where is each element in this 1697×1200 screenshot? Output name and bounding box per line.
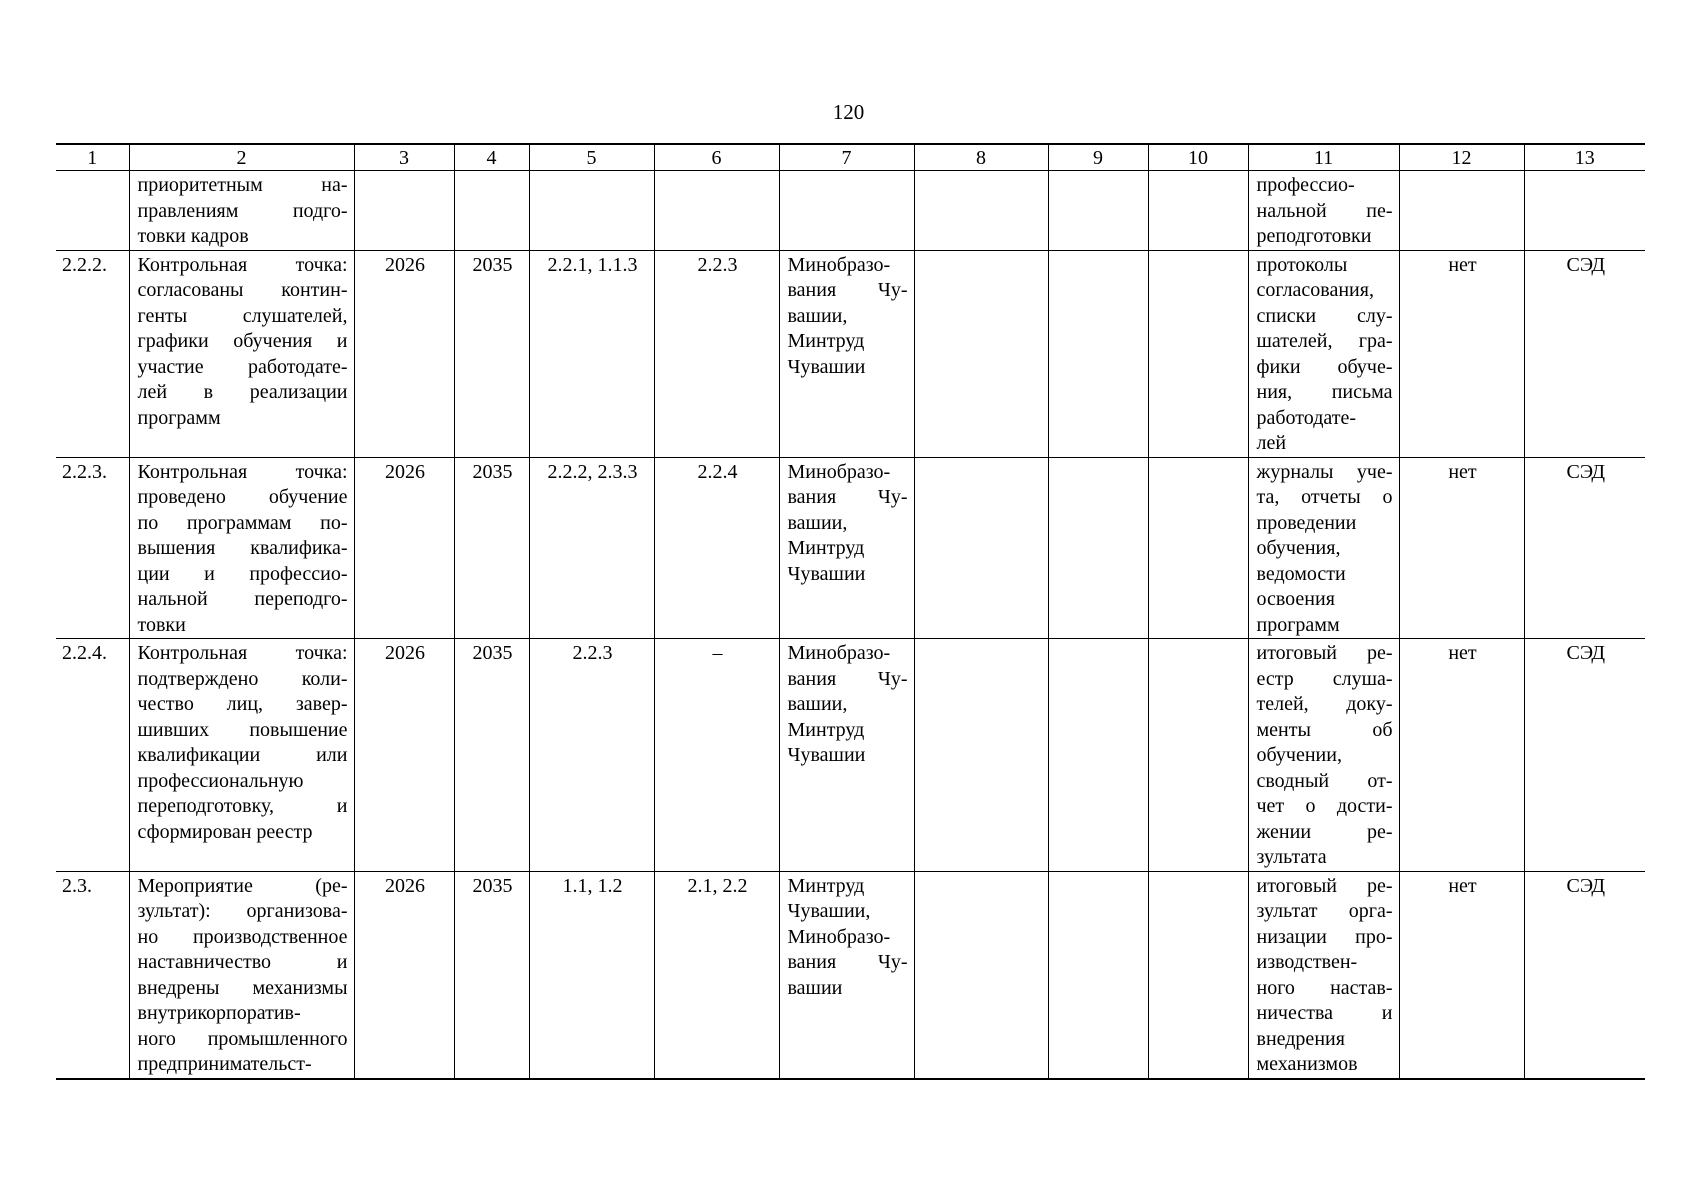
flag-value	[1399, 171, 1524, 251]
flag-value: нет	[1399, 250, 1524, 457]
column-header-7: 7	[779, 144, 914, 171]
column-header-11: 11	[1248, 144, 1399, 171]
flag-value: нет	[1399, 457, 1524, 639]
end-year: 2035	[454, 457, 529, 639]
row-number: 2.2.3.	[56, 457, 129, 639]
result-documents-line: журналы уче-	[1256, 460, 1393, 483]
responsible-agency-line: Чувашии	[787, 355, 866, 378]
result-documents-line: списки слу-	[1256, 304, 1393, 327]
result-documents-line: профессио-	[1256, 174, 1355, 196]
result-documents-line: жении ре-	[1256, 820, 1393, 843]
flag-value: нет	[1399, 871, 1524, 1079]
result-documents-line: работодате-	[1256, 406, 1357, 429]
predecessor-ids: 1.1, 1.2	[529, 871, 654, 1079]
event-description-line: чество лиц, завер-	[137, 693, 348, 715]
result-documents	[1248, 171, 1399, 251]
plan-table	[56, 143, 1645, 1080]
table-row	[56, 871, 1645, 1079]
successor-ids: 2.2.3	[654, 250, 779, 457]
result-documents	[1248, 871, 1399, 1079]
result-documents	[1248, 639, 1399, 872]
empty-cell-c10	[1148, 457, 1248, 639]
result-documents-line: ния, письма	[1256, 381, 1393, 403]
header-row	[56, 144, 1645, 171]
row-number: 2.2.4.	[56, 639, 129, 872]
responsible-agency-line: Минтруд	[787, 718, 865, 741]
successor-ids: 2.1, 2.2	[654, 871, 779, 1079]
start-year	[354, 171, 454, 251]
empty-cell-c10	[1148, 871, 1248, 1079]
event-description-line: шивших повышение	[137, 718, 348, 741]
predecessor-ids: 2.2.3	[529, 639, 654, 872]
responsible-agency	[779, 171, 914, 251]
result-documents-line: ничества и	[1256, 1002, 1393, 1024]
responsible-agency-line: Минобразо-	[787, 642, 891, 664]
result-documents-line: фики обуче-	[1256, 355, 1393, 378]
responsible-agency-line: Чувашии	[787, 744, 866, 766]
result-documents-line: согласования,	[1256, 279, 1374, 301]
predecessor-ids: 2.2.2, 2.3.3	[529, 457, 654, 639]
event-description-line: согласованы контин-	[137, 279, 348, 301]
column-header-1: 1	[56, 144, 129, 171]
event-description-line: программ	[137, 406, 221, 429]
predecessor-ids	[529, 171, 654, 251]
event-description-line: товки	[137, 613, 186, 636]
event-description-line: предпринимательст-	[137, 1053, 312, 1075]
result-documents-line: естр слуша-	[1256, 667, 1393, 690]
row-number	[56, 171, 129, 251]
event-description-line: внедрены механизмы	[137, 976, 348, 999]
event-description-line: правлениям подго-	[137, 199, 348, 222]
event-description-line: Контрольная точка:	[137, 642, 348, 664]
event-description-line: Контрольная точка:	[137, 460, 348, 483]
result-documents-line: ведомости	[1256, 562, 1346, 585]
start-year: 2026	[354, 457, 454, 639]
result-documents-line: ного настав-	[1256, 976, 1393, 999]
event-description-line: переподготовку, и	[137, 795, 348, 817]
result-documents-line: шателей, гра-	[1256, 330, 1393, 352]
result-documents-line: проведении	[1256, 511, 1357, 534]
end-year	[454, 171, 529, 251]
result-documents-line: протоколы	[1256, 253, 1348, 276]
responsible-agency-line: Минтруд	[787, 874, 865, 897]
column-header-9: 9	[1048, 144, 1148, 171]
responsible-agency-line: вания Чу-	[787, 667, 908, 690]
event-description-line: ции и профессио-	[137, 562, 348, 585]
event-description-line: ного промышленного	[137, 1027, 348, 1050]
event-description	[129, 457, 354, 639]
responsible-agency	[779, 871, 914, 1079]
event-description	[129, 871, 354, 1079]
result-documents-line: итоговый ре-	[1256, 874, 1393, 897]
empty-cell-c8	[914, 171, 1048, 251]
result-documents-line: нальной пе-	[1256, 199, 1393, 222]
column-header-6: 6	[654, 144, 779, 171]
responsible-agency-line: Минобразо-	[787, 460, 891, 483]
system-code: СЭД	[1524, 639, 1645, 872]
flag-value: нет	[1399, 639, 1524, 872]
responsible-agency-line: вашии,	[787, 693, 848, 715]
successor-ids: 2.2.4	[654, 457, 779, 639]
result-documents-line: низации про-	[1256, 925, 1393, 948]
event-description-line: сформирован реестр	[137, 820, 313, 843]
start-year: 2026	[354, 871, 454, 1079]
table-row	[56, 639, 1645, 872]
empty-cell-c10	[1148, 250, 1248, 457]
event-description-line: зультат): организова-	[137, 900, 348, 922]
empty-cell-c10	[1148, 171, 1248, 251]
event-description-line: внутрикорпоратив-	[137, 1002, 301, 1024]
column-header-12: 12	[1399, 144, 1524, 171]
event-description-line: товки кадров	[137, 225, 249, 247]
successor-ids: –	[654, 639, 779, 872]
event-description-line: графики обучения и	[137, 330, 348, 352]
system-code	[1524, 171, 1645, 251]
predecessor-ids: 2.2.1, 1.1.3	[529, 250, 654, 457]
column-header-3: 3	[354, 144, 454, 171]
event-description	[129, 171, 354, 251]
empty-cell-c8	[914, 457, 1048, 639]
event-description-line: лей в реализации	[137, 381, 348, 403]
successor-ids	[654, 171, 779, 251]
responsible-agency	[779, 250, 914, 457]
event-description-line: вышения квалифика-	[137, 537, 348, 559]
responsible-agency-line: Минтруд	[787, 537, 865, 559]
event-description-line: генты слушателей,	[137, 304, 348, 327]
responsible-agency-line: вания Чу-	[787, 279, 908, 301]
empty-cell-c8	[914, 639, 1048, 872]
table-row	[56, 171, 1645, 251]
responsible-agency-line: вания Чу-	[787, 486, 908, 508]
result-documents-line: внедрения	[1256, 1027, 1345, 1050]
empty-cell-c9	[1048, 171, 1148, 251]
column-header-10: 10	[1148, 144, 1248, 171]
column-header-13: 13	[1524, 144, 1645, 171]
system-code: СЭД	[1524, 871, 1645, 1079]
responsible-agency-line: Чувашии	[787, 562, 866, 585]
responsible-agency-line: вашии,	[787, 511, 848, 534]
result-documents-line: обучения,	[1256, 537, 1341, 559]
empty-cell-c9	[1048, 639, 1148, 872]
result-documents-line: телей, доку-	[1256, 693, 1393, 715]
responsible-agency-line: Чувашии,	[787, 900, 871, 922]
empty-cell-c9	[1048, 250, 1148, 457]
end-year: 2035	[454, 871, 529, 1079]
event-description-line: квалификации или	[137, 744, 348, 766]
result-documents-line: менты об	[1256, 718, 1393, 741]
responsible-agency	[779, 457, 914, 639]
responsible-agency-line: вания Чу-	[787, 951, 908, 973]
event-description-line: наставничество и	[137, 951, 348, 973]
result-documents-line: реподготовки	[1256, 225, 1372, 247]
responsible-agency-line: Минобразо-	[787, 925, 891, 948]
start-year: 2026	[354, 250, 454, 457]
system-code: СЭД	[1524, 250, 1645, 457]
empty-cell-c9	[1048, 457, 1148, 639]
row-number: 2.3.	[56, 871, 129, 1079]
event-description-line: участие работодате-	[137, 355, 348, 378]
responsible-agency-line: Минтруд	[787, 330, 865, 352]
empty-cell-c8	[914, 250, 1048, 457]
responsible-agency-line: вашии	[787, 976, 843, 999]
end-year: 2035	[454, 639, 529, 872]
result-documents-line: чет о дости-	[1256, 795, 1393, 817]
responsible-agency	[779, 639, 914, 872]
event-description-line: подтверждено коли-	[137, 667, 348, 690]
event-description-line: нальной переподго-	[137, 588, 348, 610]
column-header-5: 5	[529, 144, 654, 171]
event-description-line: по программам по-	[137, 511, 348, 534]
table-row	[56, 250, 1645, 457]
result-documents-line: лей	[1256, 432, 1287, 454]
responsible-agency-line: Минобразо-	[787, 253, 891, 276]
event-description-line: профессиональную	[137, 769, 304, 792]
result-documents-line: та, отчеты о	[1256, 486, 1393, 508]
event-description-line: Контрольная точка:	[137, 253, 348, 276]
result-documents-line: итоговый ре-	[1256, 642, 1393, 664]
result-documents-line: программ	[1256, 613, 1340, 636]
result-documents-line: зультата	[1256, 846, 1327, 868]
column-header-4: 4	[454, 144, 529, 171]
event-description-line: но производственное	[137, 925, 348, 948]
result-documents-line: изводствен-	[1256, 951, 1358, 973]
result-documents	[1248, 250, 1399, 457]
result-documents-line: механизмов	[1256, 1053, 1358, 1075]
event-description-line: Мероприятие (ре-	[137, 874, 348, 897]
empty-cell-c10	[1148, 639, 1248, 872]
start-year: 2026	[354, 639, 454, 872]
result-documents-line: обучении,	[1256, 744, 1342, 766]
event-description	[129, 250, 354, 457]
row-number: 2.2.2.	[56, 250, 129, 457]
event-description-line: приоритетным на-	[137, 174, 348, 196]
system-code: СЭД	[1524, 457, 1645, 639]
page-number: 120	[832, 100, 865, 124]
table-row	[56, 457, 1645, 639]
event-description-line: проведено обучение	[137, 486, 348, 508]
empty-cell-c9	[1048, 871, 1148, 1079]
event-description	[129, 639, 354, 872]
empty-cell-c8	[914, 871, 1048, 1079]
result-documents-line: освоения	[1256, 588, 1335, 610]
column-header-8: 8	[914, 144, 1048, 171]
result-documents	[1248, 457, 1399, 639]
result-documents-line: зультат орга-	[1256, 900, 1393, 922]
end-year: 2035	[454, 250, 529, 457]
responsible-agency-line: вашии,	[787, 304, 848, 327]
column-header-2: 2	[129, 144, 354, 171]
result-documents-line: сводный от-	[1256, 769, 1393, 792]
